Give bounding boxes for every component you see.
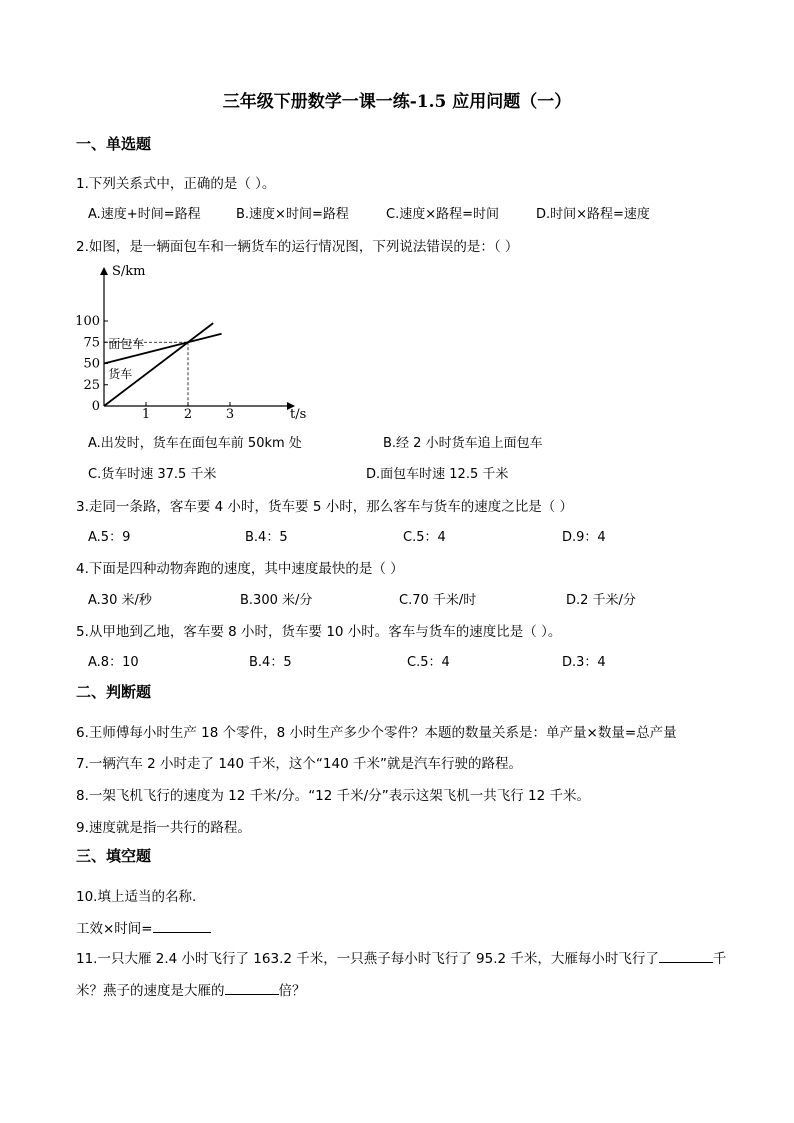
- question-1: 1.下列关系式中，正确的是（ ）。: [76, 176, 276, 192]
- q5-option-a[interactable]: A.8：10: [88, 655, 139, 670]
- section-heading-single-choice: 一、单选题: [76, 135, 152, 153]
- q4-option-a[interactable]: A.30 米/秒: [88, 593, 152, 608]
- y-tick-label: 100: [75, 314, 100, 329]
- question-2: 2.如图，是一辆面包车和一辆货车的运行情况图，下列说法错误的是：（ ）: [76, 239, 519, 255]
- x-tick-label: 2: [183, 407, 193, 422]
- series-line-truck: [104, 323, 213, 406]
- y-tick-label: 50: [83, 356, 100, 372]
- q2-option-b[interactable]: B.经 2 小时货车追上面包车: [383, 436, 543, 451]
- q3-option-b[interactable]: B.4：5: [245, 530, 288, 545]
- x-axis-label: t/s: [290, 407, 307, 422]
- q11-text-part1: 11.一只大雁 2.4 小时飞行了 163.2 千米，一只燕子每小时飞行了 95.2 千米，大雁每小时飞行了: [76, 951, 659, 967]
- q5-option-d[interactable]: D.3：4: [562, 655, 606, 670]
- q11-answer-blank-2[interactable]: [225, 981, 279, 995]
- q10-answer-blank[interactable]: [153, 919, 211, 933]
- motion-graph: [75, 262, 314, 422]
- y-tick-label: 0: [91, 399, 100, 414]
- q4-option-b[interactable]: B.300 米/分: [240, 593, 313, 608]
- question-7: 7.一辆汽车 2 小时走了 140 千米，这个“140 千米”就是汽车行驶的路程。: [76, 756, 522, 772]
- q2-option-a[interactable]: A.出发时，货车在面包车前 50km 处: [88, 436, 302, 451]
- q2-option-c[interactable]: C.货车时速 37.5 千米: [88, 467, 217, 482]
- question-5: 5.从甲地到乙地，客车要 8 小时，货车要 10 小时。客车与货车的速度比是（ ）。: [76, 624, 562, 640]
- q3-option-a[interactable]: A.5：9: [88, 530, 131, 545]
- q10-formula-text: 工效×时间=: [76, 921, 153, 937]
- q2-option-d[interactable]: D.面包车时速 12.5 千米: [366, 467, 509, 482]
- question-10-formula: [76, 917, 211, 937]
- question-11-line-1: [76, 947, 726, 967]
- q11-answer-blank-1[interactable]: [659, 949, 713, 963]
- q5-option-b[interactable]: B.4：5: [249, 655, 292, 670]
- question-11-line-2: [76, 979, 306, 999]
- question-8: 8.一架飞机飞行的速度为 12 千米/分。“12 千米/分”表示这架飞机一共飞行 12 千米。: [76, 788, 590, 804]
- q11-text-part4: 倍？: [278, 983, 306, 999]
- q1-option-c[interactable]: C.速度×路程=时间: [386, 207, 499, 222]
- question-6: 6.王师傅每小时生产 18 个零件，8 小时生产多少个零件？本题的数量关系是：单产量×数量=总产量: [76, 725, 677, 741]
- series-label-van: 面包车: [108, 337, 145, 352]
- q4-option-c[interactable]: C.70 千米/时: [399, 593, 477, 608]
- q5-option-c[interactable]: C.5：4: [407, 655, 450, 670]
- series-label-truck: 货车: [108, 366, 133, 381]
- y-tick-label: 75: [83, 335, 100, 351]
- q11-text-part3: 米？燕子的速度是大雁的: [76, 983, 225, 999]
- y-axis-label: S/km: [112, 264, 146, 279]
- q1-option-d[interactable]: D.时间×路程=速度: [536, 207, 650, 222]
- question-3: 3.走同一条路，客车要 4 小时，货车要 5 小时，那么客车与货车的速度之比是（ ）: [76, 499, 574, 515]
- x-tick-label: 1: [141, 407, 151, 422]
- question-9: 9.速度就是指一共行的路程。: [76, 820, 251, 836]
- section-heading-true-false: 二、判断题: [76, 683, 152, 701]
- q11-text-part2: 千: [712, 951, 727, 967]
- q4-option-d[interactable]: D.2 千米/分: [566, 593, 636, 608]
- q3-option-d[interactable]: D.9：4: [562, 530, 606, 545]
- section-heading-fill-blank: 三、填空题: [76, 847, 152, 865]
- q1-option-a[interactable]: A.速度+时间=路程: [88, 207, 201, 222]
- q3-option-c[interactable]: C.5：4: [403, 530, 446, 545]
- page-title: 三年级下册数学一课一练-1.5 应用问题（一）: [222, 92, 572, 112]
- x-tick-label: 3: [225, 407, 235, 422]
- y-tick-label: 25: [83, 377, 100, 393]
- question-4: 4.下面是四种动物奔跑的速度，其中速度最快的是（ ）: [76, 561, 404, 577]
- question-10: 10.填上适当的名称.: [76, 889, 197, 905]
- q1-option-b[interactable]: B.速度×时间=路程: [236, 207, 349, 222]
